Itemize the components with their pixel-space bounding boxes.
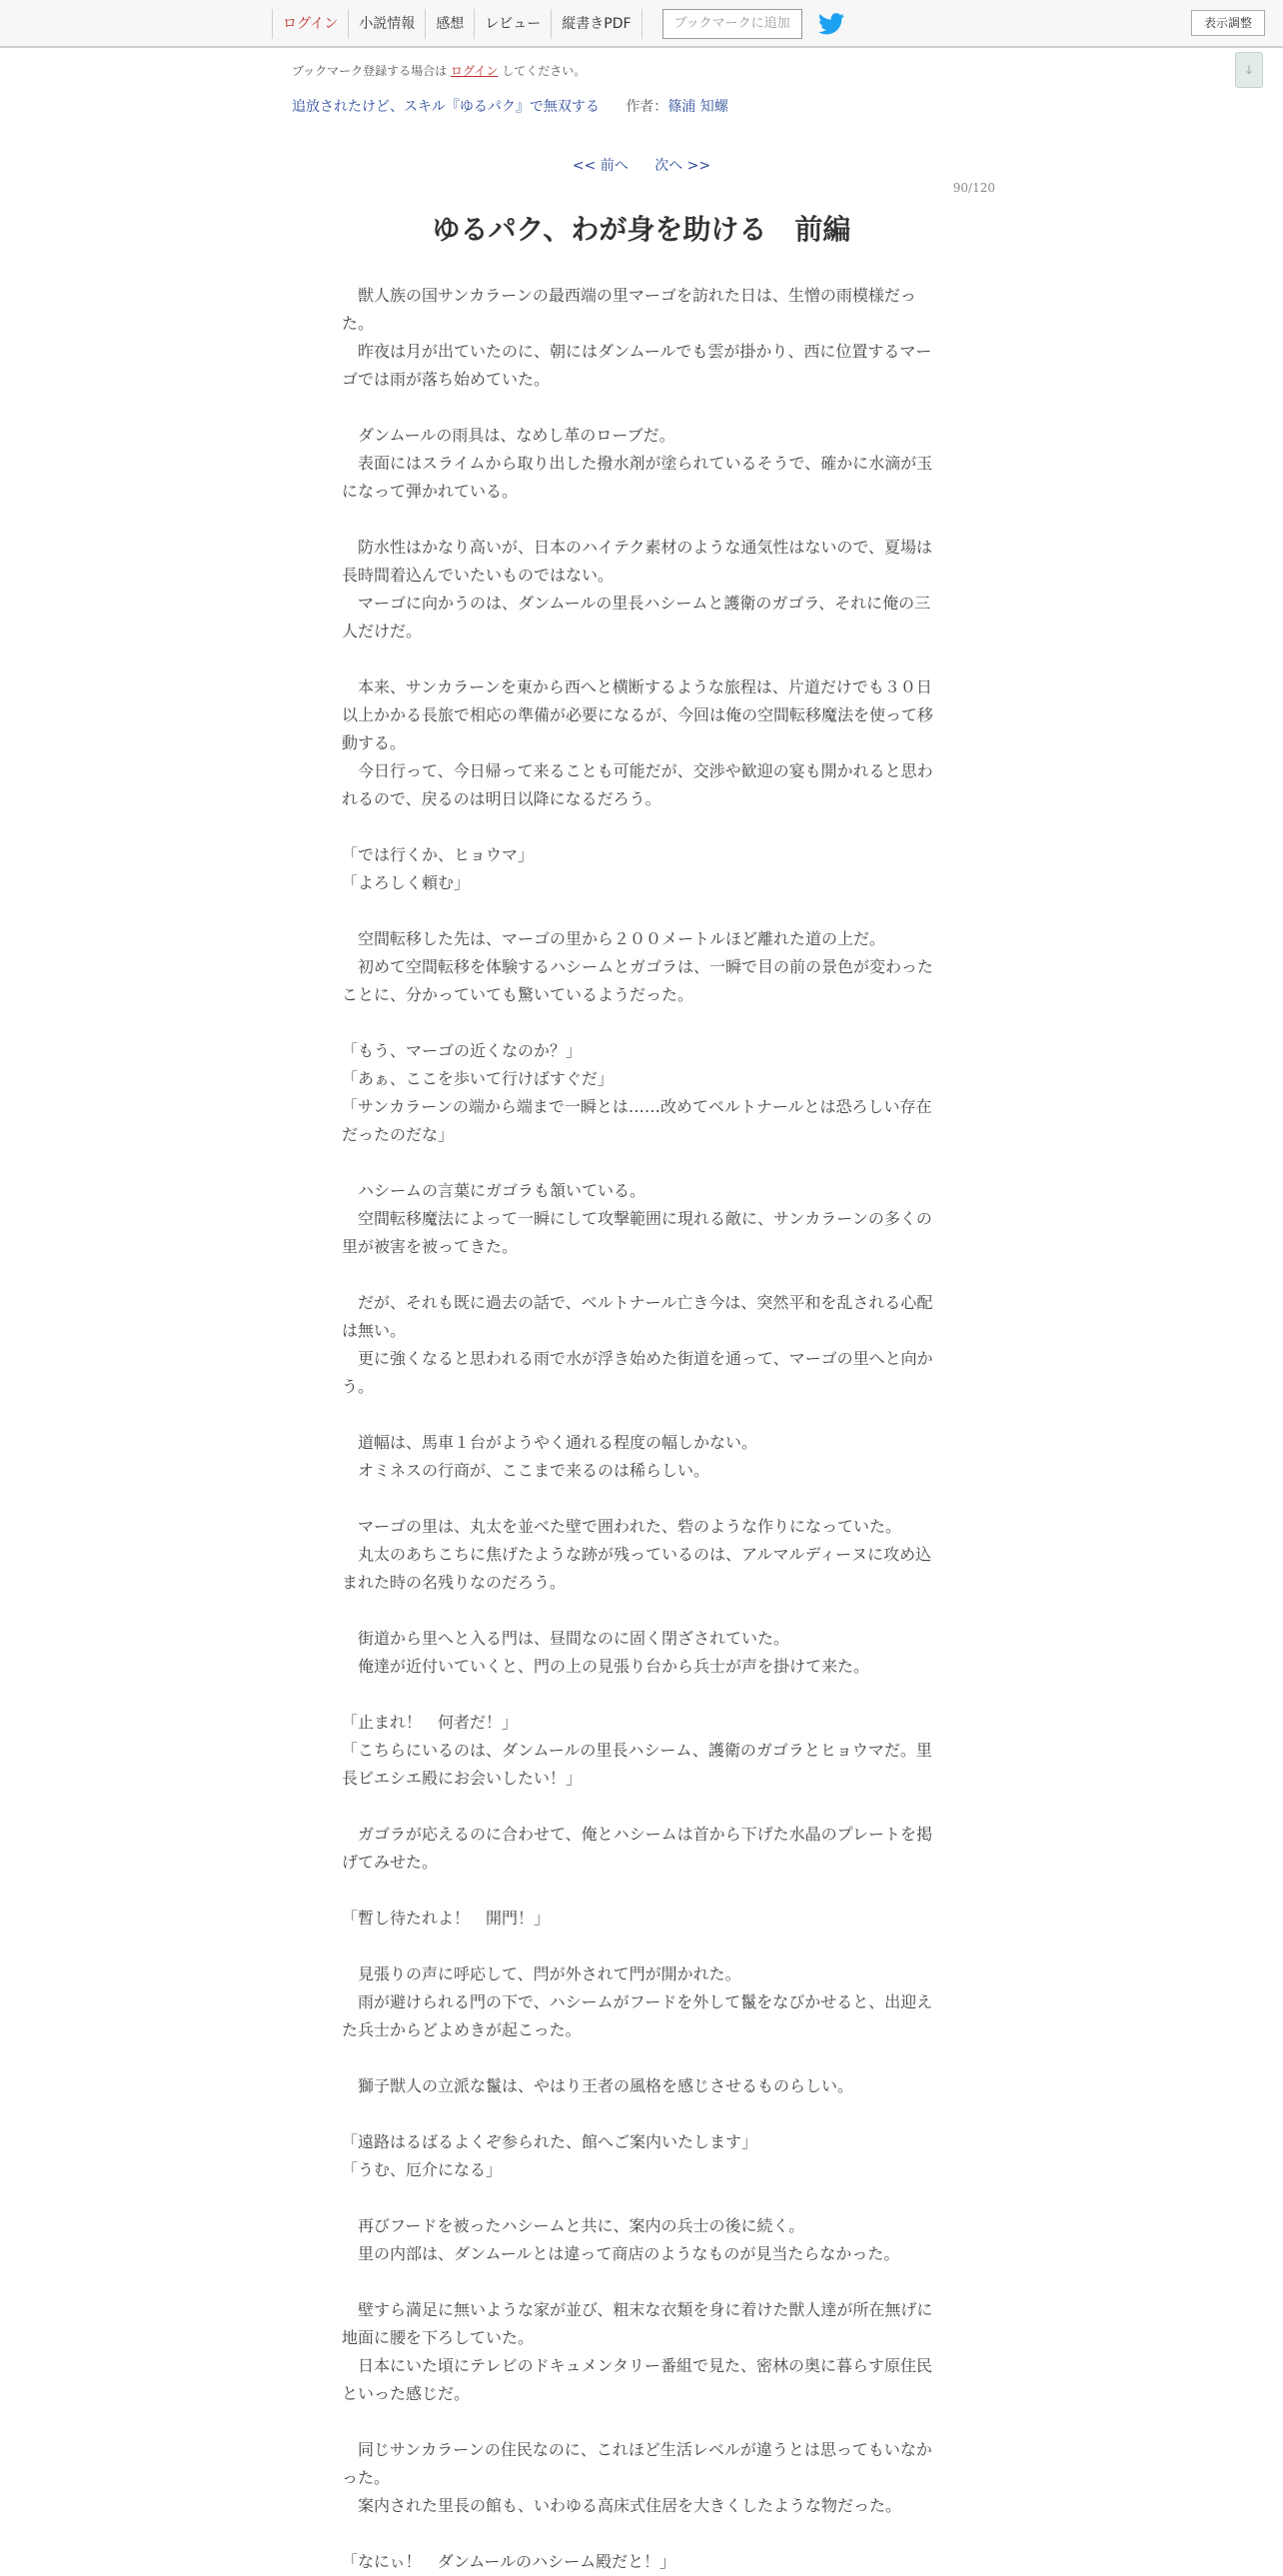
- body-paragraph: 日本にいた頃にテレビのドキュメンタリー番組で見た、密林の奥に暮らす原住民といった感じだ。: [342, 2356, 933, 2403]
- blank-line: [342, 394, 935, 422]
- body-paragraph: 本来、サンカラーンを東から西へと横断するような旅程は、片道だけでも３０日以上かかる長旅で相応の準備が必要になるが、今回は俺の空間転移魔法を使って移動する。: [342, 677, 934, 752]
- body-paragraph: 表面にはスライムから取り出した撥水剤が塗られているそうで、確かに水滴が玉になって弾かれている。: [342, 454, 933, 501]
- body-paragraph: 「もう、マーゴの近くなのか？」: [342, 1041, 583, 1060]
- blank-line: [342, 2408, 935, 2436]
- body-paragraph: 街道から里へと入る門は、昼間なのに固く閉ざされていた。: [342, 1629, 790, 1648]
- blank-line: [342, 1793, 935, 1821]
- body-paragraph: 「よろしく頼む」: [342, 873, 471, 892]
- body-paragraph: 丸太のあちこちに焦げたような跡が残っているのは、アルマルディーヌに攻め込まれた時の名残りなのだろう。: [342, 1545, 932, 1592]
- blank-line: [342, 1932, 935, 1960]
- body-paragraph: ガゴラが応えるのに合わせて、俺とハシームは首から下げた水晶のプレートを掲げてみせた。: [342, 1825, 933, 1872]
- nav-impressions-link[interactable]: 感想: [425, 9, 474, 39]
- body-paragraph: 「なにぃ！ ダンムールのハシーム殿だと！」: [342, 2552, 676, 2571]
- blank-line: [342, 2044, 935, 2072]
- blank-line: [342, 1877, 935, 1905]
- top-navigation-bar: [0, 0, 1283, 48]
- novel-body-text: [342, 282, 935, 2576]
- blank-line: [342, 506, 935, 534]
- nav-review-link[interactable]: レビュー: [474, 9, 551, 39]
- blank-line: [342, 2520, 935, 2548]
- body-paragraph: マーゴに向かうのは、ダンムールの里長ハシームと護衛のガゴラ、それに俺の三人だけだ。: [342, 594, 931, 641]
- blank-line: [342, 1009, 935, 1037]
- blank-line: [342, 1261, 935, 1289]
- global-nav: [272, 8, 844, 40]
- add-bookmark-button[interactable]: ブックマークに追加: [662, 9, 802, 39]
- nav-vertical-pdf-link[interactable]: 縦書きPDF: [551, 9, 642, 39]
- body-paragraph: 空間転移魔法によって一瞬にして攻撃範囲に現れる敵に、サンカラーンの多くの里が被害を被ってきた。: [342, 1209, 932, 1256]
- next-episode-link[interactable]: 次へ >>: [654, 158, 711, 174]
- notice-login-link[interactable]: ログイン: [451, 64, 499, 78]
- body-paragraph: 俺達が近付いていくと、門の上の見張り台から兵士が声を掛けて来た。: [342, 1657, 870, 1676]
- body-paragraph: 初めて空間転移を体験するハシームとガゴラは、一瞬で目の前の景色が変わったことに、分かっていても驚いているようだった。: [342, 957, 933, 1004]
- body-paragraph: 昨夜は月が出ていたのに、朝にはダンムールでも雲が掛かり、西に位置するマーゴでは雨が落ち始めていた。: [342, 342, 932, 389]
- display-settings-button[interactable]: 表示調整: [1191, 10, 1265, 36]
- body-paragraph: ハシームの言葉にガゴラも頷いている。: [342, 1181, 646, 1200]
- body-paragraph: 更に強くなると思われる雨で水が浮き始めた街道を通って、マーゴの里へと向かう。: [342, 1349, 933, 1396]
- body-paragraph: 「暫し待たれよ！ 開門！」: [342, 1909, 551, 1928]
- novel-title-link[interactable]: 追放されたけど、スキル『ゆるパク』で無双する: [292, 99, 600, 115]
- prev-episode-link[interactable]: << 前へ: [572, 158, 629, 174]
- body-paragraph: 同じサンカラーンの住民なのに、これほど生活レベルが違うとは思ってもいなかった。: [342, 2440, 932, 2487]
- body-paragraph: 見張りの声に呼応して、閂が外されて門が開かれた。: [342, 1964, 741, 1983]
- body-paragraph: 再びフードを被ったハシームと共に、案内の兵士の後に続く。: [342, 2216, 805, 2235]
- body-paragraph: オミネスの行商が、ここまで来るのは稀らしい。: [342, 1461, 710, 1480]
- twitter-icon[interactable]: [818, 13, 844, 35]
- body-paragraph: 「うむ、厄介になる」: [342, 2160, 503, 2179]
- blank-line: [342, 1401, 935, 1429]
- blank-line: [342, 897, 935, 925]
- body-paragraph: 案内された里長の館も、いわゆる高床式住居を大きくしたような物だった。: [342, 2496, 902, 2515]
- body-paragraph: 「では行くか、ヒョウマ」: [342, 845, 535, 864]
- episode-counter: 90/120: [952, 181, 995, 195]
- notice-text-post: してください。: [502, 64, 587, 78]
- body-paragraph: 「止まれ！ 何者だ！」: [342, 1713, 519, 1732]
- body-paragraph: 雨が避けられる門の下で、ハシームがフードを外して鬣をなびかせると、出迎えた兵士からどよめきが起こった。: [342, 1992, 933, 2039]
- author-link[interactable]: 篠浦 知螺: [667, 99, 728, 115]
- blank-line: [342, 645, 935, 673]
- body-paragraph: 里の内部は、ダンムールとは違って商店のようなものが見当たらなかった。: [342, 2244, 900, 2263]
- body-paragraph: 「こちらにいるのは、ダンムールの里長ハシーム、護衛のガゴラとヒョウマだ。里長ビエシエ殿にお会いしたい！」: [342, 1741, 932, 1788]
- notice-text-pre: ブックマーク登録する場合は: [292, 64, 448, 78]
- body-paragraph: マーゴの里は、丸太を並べた壁で囲われた、砦のような作りになっていた。: [342, 1517, 902, 1536]
- body-paragraph: 空間転移した先は、マーゴの里から２００メートルほど離れた道の上だ。: [342, 929, 886, 948]
- body-paragraph: 獅子獣人の立派な鬣は、やはり王者の風格を感じさせるものらしい。: [342, 2076, 854, 2095]
- body-paragraph: だが、それも既に過去の話で、ベルトナール亡き今は、突然平和を乱される心配は無い。: [342, 1293, 933, 1340]
- body-paragraph: 「サンカラーンの端から端まで一瞬とは……改めてベルトナールとは恐ろしい存在だったのだな」: [342, 1097, 932, 1144]
- blank-line: [342, 2268, 935, 2296]
- blank-line: [342, 2184, 935, 2212]
- body-paragraph: 今日行って、今日帰って来ることも可能だが、交渉や歓迎の宴も開かれると思われるので、戻るのは明日以降になるだろう。: [342, 761, 933, 808]
- scroll-down-tab[interactable]: ↓: [1235, 52, 1263, 88]
- body-paragraph: 「あぁ、ここを歩いて行けばすぐだ」: [342, 1069, 614, 1088]
- author-label: 作者：: [626, 99, 668, 115]
- nav-novel-info-link[interactable]: 小説情報: [348, 9, 425, 39]
- bookmark-login-notice: [292, 62, 586, 79]
- nav-login-link[interactable]: ログイン: [272, 9, 348, 39]
- body-paragraph: 防水性はかなり高いが、日本のハイテク素材のような通気性はないので、夏場は長時間着込んでいたいものではない。: [342, 538, 933, 585]
- episode-pager: [0, 155, 1283, 175]
- blank-line: [342, 1597, 935, 1625]
- body-paragraph: 「遠路はるばるよくぞ参られた、館へご案内いたします」: [342, 2132, 758, 2151]
- chapter-title: ゆるパク、わが身を助ける 前編: [432, 213, 851, 246]
- blank-line: [342, 1681, 935, 1709]
- novel-info-row: [292, 96, 728, 116]
- blank-line: [342, 1485, 935, 1513]
- body-paragraph: 獣人族の国サンカラーンの最西端の里マーゴを訪れた日は、生憎の雨模様だった。: [342, 286, 916, 333]
- body-paragraph: 道幅は、馬車１台がようやく通れる程度の幅しかない。: [342, 1433, 758, 1452]
- body-paragraph: ダンムールの雨具は、なめし革のローブだ。: [342, 426, 675, 445]
- blank-line: [342, 2100, 935, 2128]
- blank-line: [342, 1149, 935, 1177]
- blank-line: [342, 813, 935, 841]
- body-paragraph: 壁すら満足に無いような家が並び、粗末な衣類を身に着けた獣人達が所在無げに地面に腰を下ろしていた。: [342, 2300, 933, 2347]
